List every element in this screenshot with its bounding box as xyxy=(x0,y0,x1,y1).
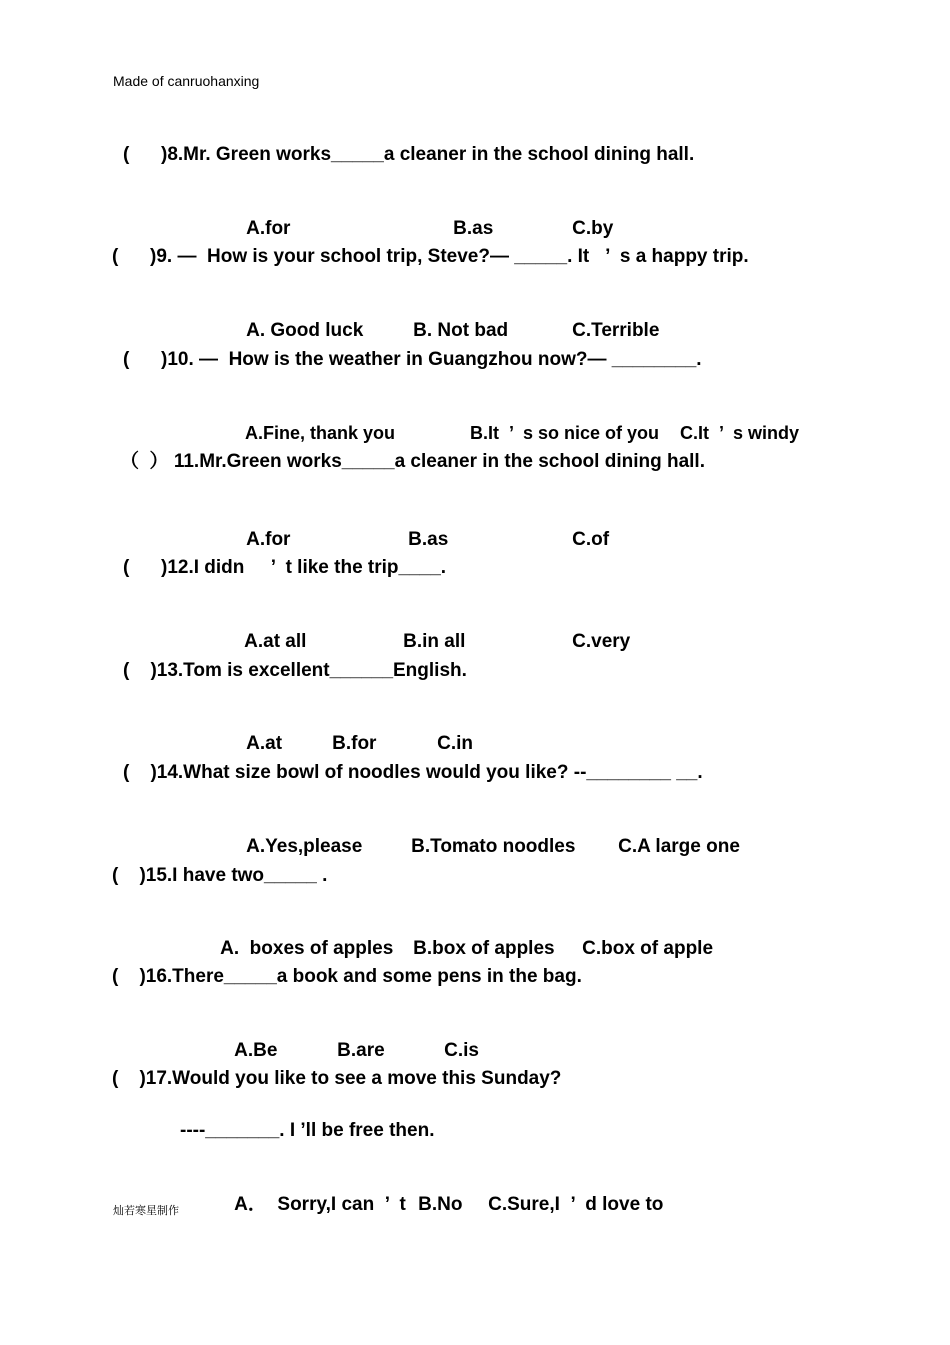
option-a: A. Good luck xyxy=(246,320,364,341)
option-b: B.in all xyxy=(403,631,466,652)
option-c: C.by xyxy=(572,218,614,239)
option-a: A. boxes of apples xyxy=(220,938,394,959)
option-b: B.as xyxy=(408,529,449,550)
option-a: A.for xyxy=(246,218,291,239)
question-17-response: ----_______. I ’ll be free then. xyxy=(180,1120,435,1141)
question-16: ( )16.There_____a book and some pens in the bag. xyxy=(112,966,582,987)
option-b: B.box of apples xyxy=(413,938,555,959)
option-a: A.for xyxy=(246,529,291,550)
page-footer: 灿若寒星制作 xyxy=(113,1204,179,1217)
question-17: ( )17.Would you like to see a move this Sunday? xyxy=(112,1068,562,1089)
question-17-options xyxy=(213,1172,663,1238)
option-c: C.It ’ s windy xyxy=(680,423,800,443)
option-c: C.Terrible xyxy=(572,320,660,341)
question-12: ( )12.I didn ’ t like the trip____. xyxy=(123,557,447,578)
option-b: B.It ’ s so nice of you xyxy=(470,423,660,443)
question-11: （ ） 11.Mr.Green works_____a cleaner in the school dining hall. xyxy=(120,451,705,472)
question-13: ( )13.Tom is excellent______English. xyxy=(123,660,467,681)
page-header: Made of canruohanxing xyxy=(113,73,260,89)
option-a: A.at xyxy=(246,733,283,754)
option-a: A． Sorry,I can ’ t xyxy=(234,1194,406,1215)
question-8: ( )8.Mr. Green works_____a cleaner in the school dining hall. xyxy=(123,144,695,165)
option-a: A.Be xyxy=(234,1040,278,1061)
option-a: A.Yes,please xyxy=(246,836,363,857)
question-9: ( )9. — How is your school trip, Steve?— _____. It ’ s a happy trip. xyxy=(112,246,749,267)
option-c: C.Sure,I ’ d love to xyxy=(488,1194,664,1215)
option-b: B.are xyxy=(337,1040,385,1061)
option-a: A.Fine, thank you xyxy=(245,423,396,443)
option-c: C.very xyxy=(572,631,631,652)
option-b: B. Not bad xyxy=(413,320,509,341)
question-10: ( )10. — How is the weather in Guangzhou now?— ________. xyxy=(123,349,702,370)
question-14: ( )14.What size bowl of noodles would you like? --________ __. xyxy=(123,762,703,783)
option-b: B.as xyxy=(453,218,494,239)
option-b: B.No xyxy=(418,1194,463,1215)
option-c: C.in xyxy=(437,733,474,754)
option-b: B.for xyxy=(332,733,377,754)
option-c: C.A large one xyxy=(618,836,740,857)
option-b: B.Tomato noodles xyxy=(411,836,576,857)
option-c: C.of xyxy=(572,529,610,550)
option-c: C.box of apple xyxy=(582,938,714,959)
option-c: C.is xyxy=(444,1040,479,1061)
question-15: ( )15.I have two_____ . xyxy=(112,865,328,886)
option-a: A.at all xyxy=(244,631,307,652)
